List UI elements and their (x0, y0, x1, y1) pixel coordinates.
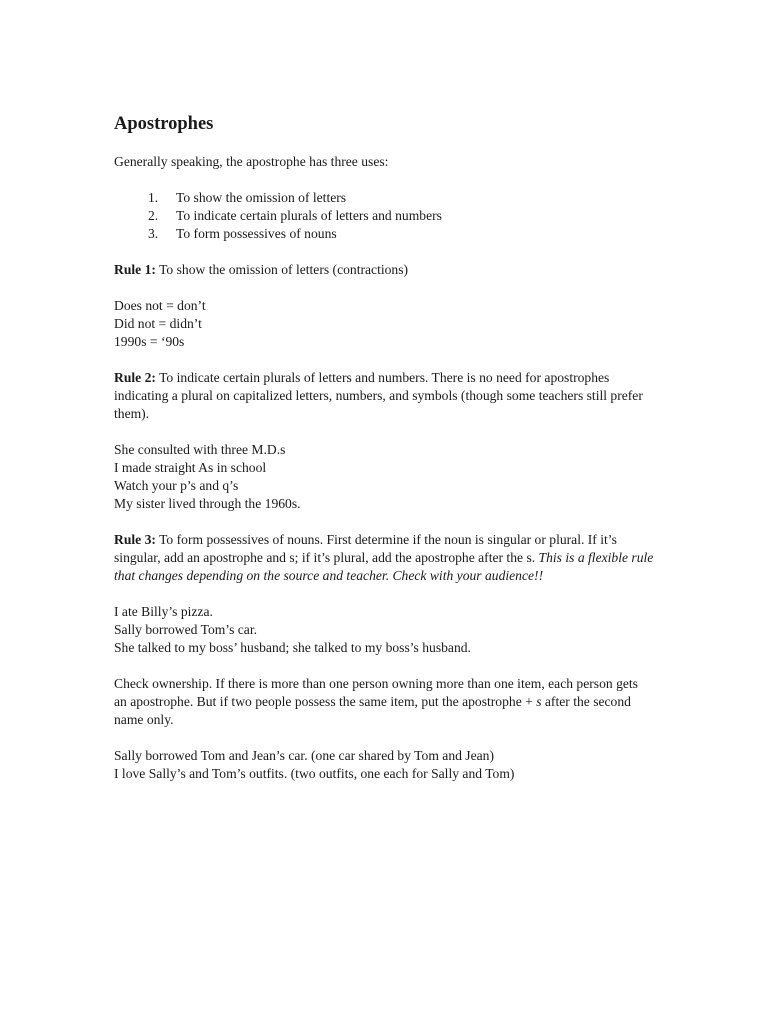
rule-2-paragraph: Rule 2: To indicate certain plurals of letters and numbers. There is no need for apostrophes indicating a plural on capitalized letters, numbers, and symbols (though some teachers still prefer them). (114, 370, 643, 421)
page-title: Apostrophes (114, 114, 214, 134)
example-line: 1990s = ‘90s (114, 334, 185, 349)
intro-text: Generally speaking, the apostrophe has three uses: (114, 154, 389, 169)
example-line: She consulted with three M.D.s (114, 442, 286, 457)
rule-3-note: This is a flexible rule that changes depending on the source and teacher. Check with your audience!! (114, 550, 654, 583)
example-line: I love Sally’s and Tom’s outfits. (two outfits, one each for Sally and Tom) (114, 766, 515, 781)
rule-1-paragraph: Rule 1: To show the omission of letters (contractions) (114, 262, 409, 277)
example-line: My sister lived through the 1960s. (114, 496, 301, 511)
example-line: I made straight As in school (114, 460, 267, 475)
rule-3-paragraph: Rule 3: To form possessives of nouns. First determine if the noun is singular or plural. If it’s singular, add an apostrophe and s; if it’s plural, add the apostrophe after the s. This is a flexible rule that changes depending on the source and teacher. Check with your audience!! (114, 532, 654, 583)
rule-2-label: Rule 2: (114, 370, 156, 385)
example-line: Sally borrowed Tom and Jean’s car. (one car shared by Tom and Jean) (114, 748, 494, 763)
list-item: 3. To form possessives of nouns (148, 226, 337, 241)
rule-3-label: Rule 3: (114, 532, 156, 547)
document-page (114, 112, 654, 783)
ownership-paragraph: Check ownership. If there is more than one person owning more than one item, each person gets an apostrophe. But if two people possess the same item, put the apostrophe + s after the second name only. (114, 676, 638, 727)
example-line: Did not = didn’t (114, 316, 202, 331)
example-line: Sally borrowed Tom’s car. (114, 622, 258, 637)
example-line: She talked to my boss’ husband; she talked to my boss’s husband. (114, 640, 471, 655)
example-line: Does not = don’t (114, 298, 206, 313)
example-line: I ate Billy’s pizza. (114, 604, 213, 619)
example-line: Watch your p’s and q’s (114, 478, 239, 493)
list-item: 1. To show the omission of letters (148, 190, 347, 205)
rule-1-label: Rule 1: (114, 262, 156, 277)
uses-list (114, 189, 654, 243)
list-item: 2. To indicate certain plurals of letters and numbers (148, 208, 442, 223)
